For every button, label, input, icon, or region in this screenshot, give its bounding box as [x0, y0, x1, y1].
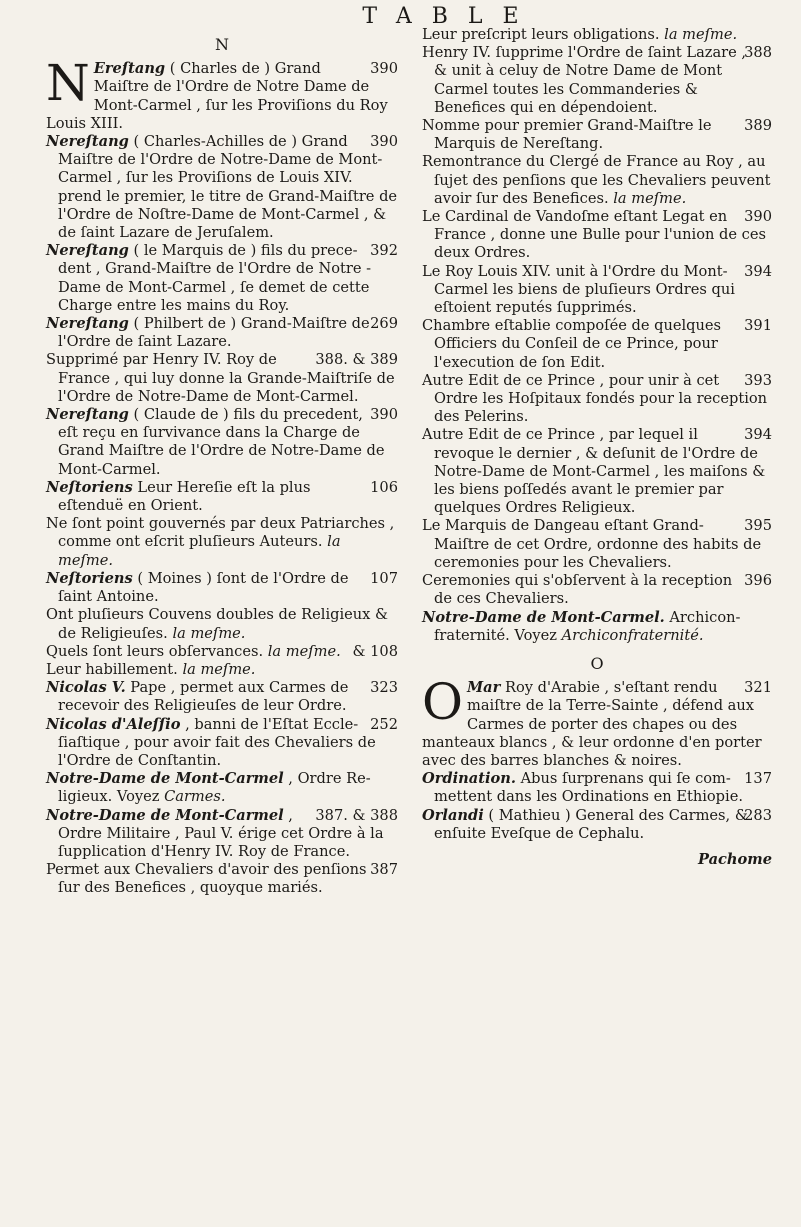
index-entry — [46, 570, 398, 606]
entry-text: Ont pluſieurs Couvens doubles de Religieux & de Religieuſes. — [46, 606, 389, 642]
entry-text: Supprimé par Henry IV. Roy de France , qui luy donne la Grande-Maiſtriſe de l'Ordre de Notre-Dame de Mont-Carmel. — [46, 351, 395, 405]
entry-text: Leur preſcript leurs obligations. — [422, 26, 660, 43]
entry-heading: Nicolas V. — [46, 679, 126, 697]
entry-reference: la meſme. — [172, 624, 246, 642]
index-entry — [422, 673, 772, 770]
entry-text: Le Marquis de Dangeau eſtant Grand-Maiſtre de cet Ordre, ordonne des habits de ceremonies pour les Chevaliers. — [422, 517, 762, 571]
entry-text: Ceremonies qui s'obſervent à la reception de ces Chevaliers. — [422, 572, 733, 608]
page-number: 390 — [370, 60, 398, 78]
left-column — [46, 26, 398, 898]
entry-heading: Notre-Dame de Mont-Carmel. — [422, 608, 665, 626]
index-entry — [46, 515, 398, 570]
entry-text: Quels ſont leurs obſervances. — [46, 642, 264, 660]
entry-text: Abus ſurprenans qui ſe commettent dans les Ordinations en Ethiopie. — [434, 770, 743, 806]
index-entry — [422, 26, 772, 44]
entry-text: Chambre eſtablie compoſée de quelques Officiers du Conſeil de ce Prince, pour l'execution de ſon Edit. — [422, 317, 722, 371]
entry-heading: Notre-Dame de Mont-Carmel — [46, 806, 284, 824]
entry-text: ( Charles de ) Grand Maiſtre de l'Ordre de Notre Dame de Mont-Carmel , ſur les Proviſions du Roy Louis XIII. — [46, 60, 388, 132]
entry-text: Leur habillement. — [46, 660, 178, 678]
index-entry — [46, 643, 398, 661]
page-number: 393 — [744, 371, 772, 389]
index-entry — [422, 807, 772, 843]
entry-text: Autre Edit de ce Prince , par lequel il revoque le dernier , & deſunit de l'Ordre de Notre-Dame de Mont-Carmel , les maiſons & les biens poſſedés avant le premier par quelques Ordres Religieux. — [422, 426, 766, 517]
section-letter-n: N — [215, 35, 229, 54]
entry-text: Autre Edit de ce Prince , pour unir à cet Ordre les Hoſpitaux fondés pour la reception des Pelerins. — [422, 371, 768, 426]
page-number: 387 — [370, 861, 398, 879]
index-entry — [46, 351, 398, 406]
index-entry — [46, 861, 398, 897]
page-number: 391 — [744, 317, 772, 335]
entry-text: Le Roy Louis XIV. unit à l'Ordre du Mont-Carmel les biens de pluſieurs Ordres qui eſtoient reputés ſupprimés. — [422, 262, 735, 317]
entry-text: Roy d'Arabie , s'eſtant rendu maiſtre de la Terre-Sainte , défend aux Carmes de porter des chapes ou des manteaux blancs , & leur ordonne d'en porter avec des barres blanches & noires. — [422, 679, 762, 769]
page-number: 269 — [370, 315, 398, 333]
entry-reference: la meſme. — [664, 26, 738, 43]
catchword: Pachome — [698, 850, 772, 868]
entry-heading: Nereſtang — [46, 242, 129, 260]
entry-text: Henry IV. ſupprime l'Ordre de ſaint Lazare , & unit à celuy de Notre Dame de Mont Carmel toutes les Commanderies & Benefices qui en dépendoient. — [422, 44, 747, 116]
index-entry — [422, 153, 772, 208]
entry-text: , Ordre Religieux. Voyez — [58, 770, 371, 806]
index-entry — [422, 263, 772, 318]
index-entry — [46, 716, 398, 771]
index-entry — [46, 679, 398, 715]
entry-reference: la meſme. — [613, 189, 687, 207]
entry-text: ( Claude de ) fils du precedent, eſt reçu en ſurvivance dans la Charge de Grand Maiſtre de l'Ordre de Notre-Dame de Mont-Carmel. — [58, 406, 385, 478]
index-entry — [46, 661, 398, 679]
running-head: TABLE — [362, 4, 539, 29]
entry-reference: Archiconfraternité. — [561, 626, 704, 644]
entry-reference: la meſme. — [58, 533, 341, 569]
entry-heading: Nereſtang — [46, 133, 129, 151]
page-number: 390 — [744, 208, 772, 226]
index-entry — [46, 770, 398, 806]
index-entry — [46, 133, 398, 242]
index-entry — [422, 317, 772, 372]
entry-text: ( Moines ) ſont de l'Ordre de ſaint Antoine. — [58, 569, 349, 606]
page-number: 252 — [370, 715, 398, 733]
page-number: 388. & 389 — [315, 351, 398, 369]
entry-heading: Nereſtang — [46, 406, 129, 424]
page-number: & 108 — [352, 642, 398, 660]
page-number: 392 — [370, 242, 398, 260]
page-number: 323 — [370, 679, 398, 697]
page-number: 390 — [370, 406, 398, 424]
page-number: 394 — [744, 426, 772, 444]
entry-text: Permet aux Chevaliers d'avoir des penſions ſur des Benefices , quoyque mariés. — [46, 861, 367, 897]
index-entry — [46, 406, 398, 479]
index-entry — [46, 606, 398, 642]
index-entry — [422, 517, 772, 572]
index-entry — [422, 770, 772, 806]
page-number: 283 — [744, 806, 772, 824]
entry-text: Remontrance du Clergé de France au Roy , au ſujet des penſions que les Chevaliers peuvent avoir ſur des Benefices. — [422, 153, 771, 207]
index-entry — [46, 479, 398, 515]
entry-heading: Ordination. — [422, 770, 516, 788]
drop-cap: O — [422, 673, 463, 732]
entry-text: ( le Marquis de ) fils du precedent , Grand-Maiſtre de l'Ordre de Notre - Dame de Mont-Carmel , ſe demet de cette Charge entre les mains du Roy. — [58, 242, 372, 314]
entry-text: Archiconfraternité. Voyez — [434, 608, 741, 644]
index-entry — [46, 315, 398, 351]
entry-text: ( Charles-Achilles de ) Grand Maiſtre de l'Ordre de Notre-Dame de Mont-Carmel , ſur les Proviſions de Louis XIV. prend le premier, le titre de Grand-Maiſtre de l'Ordre de Noſtre-Dame de Mont-Carmel , & de ſaint Lazare de Jeruſalem. — [58, 133, 398, 242]
entry-text: Le Cardinal de Vandoſme eſtant Legat en France , donne une Bulle pour l'union de ces deux Ordres. — [422, 208, 766, 262]
entry-reference: la meſme. — [267, 642, 341, 660]
index-entry — [422, 372, 772, 427]
drop-cap: N — [46, 54, 90, 113]
entry-heading: Notre-Dame de Mont-Carmel — [46, 770, 284, 788]
page-number: 388 — [744, 44, 772, 62]
page-number: 107 — [370, 569, 398, 587]
entry-heading: Mar — [467, 679, 501, 697]
section-letter-o: O — [590, 653, 604, 673]
index-entry — [422, 572, 772, 608]
entry-text: Ne ſont point gouvernés par deux Patriarches , comme ont eſcrit pluſieurs Auteurs. — [46, 515, 395, 551]
page-number: 390 — [370, 133, 398, 151]
entry-reference: Carmes. — [164, 788, 226, 806]
entry-heading: Nereſtang — [46, 315, 129, 333]
index-entry — [422, 208, 772, 263]
page-number: 389 — [744, 117, 772, 135]
index-entry — [422, 117, 772, 153]
index-entry — [46, 242, 398, 315]
page-number: 395 — [744, 517, 772, 535]
entry-heading: Neſtoriens — [46, 569, 133, 587]
index-entry — [46, 54, 398, 133]
page-number: 106 — [370, 478, 398, 496]
page-number: 396 — [744, 572, 772, 590]
page-number: 387. & 388 — [315, 806, 398, 824]
entry-text: , banni de l'Eſtat Eccleſiaſtique , pour avoir fait des Chevaliers de l'Ordre de Conſtantin. — [58, 715, 376, 769]
index-entry — [46, 807, 398, 862]
page-number: 394 — [744, 262, 772, 280]
entry-text: , Ordre Militaire , Paul V. érige cet Ordre à la ſupplication d'Henry IV. Roy de France. — [58, 806, 384, 860]
index-entry — [422, 609, 772, 645]
entry-heading: Ereſtang — [93, 60, 166, 78]
entry-heading: Orlandi — [422, 806, 484, 824]
right-column — [422, 26, 772, 869]
entry-text: ( Philbert de ) Grand-Maiſtre de l'Ordre de ſaint Lazare. — [58, 315, 370, 351]
entry-reference: la meſme. — [182, 660, 256, 678]
entry-heading: Nicolas d'Aleſſio — [46, 715, 181, 733]
page-number: 321 — [744, 679, 772, 697]
entry-heading: Neſtoriens — [46, 478, 133, 496]
entry-text: Pape , permet aux Carmes de recevoir des Religieuſes de leur Ordre. — [58, 679, 349, 715]
page-number: 137 — [744, 770, 772, 788]
index-entry — [422, 44, 772, 117]
entry-text: ( Mathieu ) General des Carmes, & enſuite Eveſque de Cephalu. — [434, 806, 748, 842]
entry-text: Nomme pour premier Grand-Maiſtre le Marquis de Nereſtang. — [422, 117, 712, 153]
entry-text: Leur Hereſie eſt la plus eſtenduë en Orient. — [58, 478, 311, 515]
index-entry — [422, 426, 772, 517]
